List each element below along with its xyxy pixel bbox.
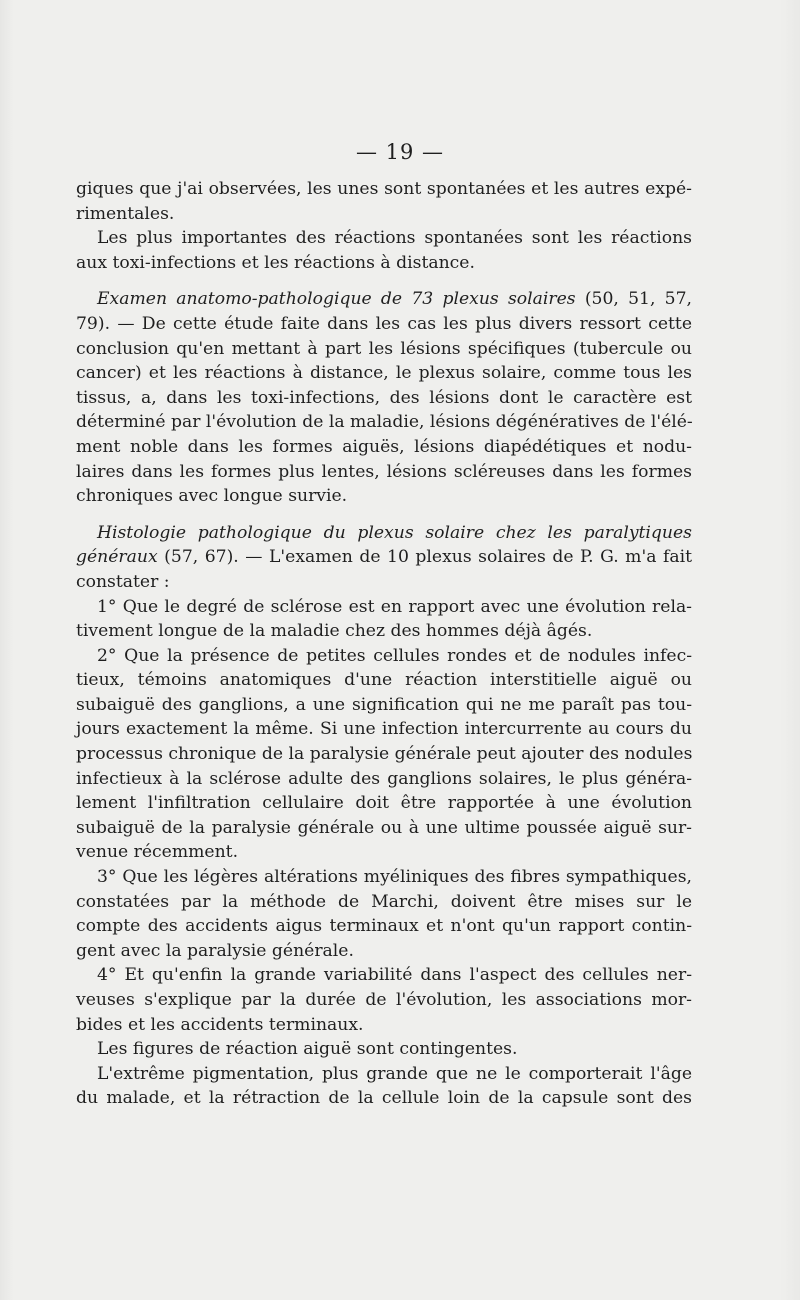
body-text: [76, 177, 692, 1111]
text-line: 4° Et qu'enfin la grande variabilité dans l'aspect des cellules ner-: [97, 965, 692, 986]
text-line: infectieux à la sclérose adulte des ganglions solaires, le plus généra-: [76, 768, 692, 789]
numbered-point: [76, 963, 692, 1037]
text-line: chroniques avec longue survie.: [76, 486, 348, 507]
text-line: subaiguë de la paralysie générale ou à une ultime poussée aiguë sur-: [76, 817, 692, 838]
text-line: giques que j'ai observées, les unes sont spontanées et les autres expé-: [76, 179, 692, 199]
text-line: bides et les accidents terminaux.: [76, 1014, 364, 1035]
text-line: gent avec la paralysie générale.: [76, 940, 354, 961]
text-line: ment noble dans les formes aiguës, lésions diapédétiques et nodu-: [76, 436, 692, 457]
text-line: laires dans les formes plus lentes, lésions scléreuses dans les formes: [76, 461, 692, 482]
text-line: jours exactement la même. Si une infection intercurrente au cours du: [76, 719, 692, 740]
text-line: lement l'infiltration cellulaire doit être rapportée à une évolution: [76, 793, 692, 814]
numbered-point: [76, 865, 692, 963]
numbered-point: [76, 595, 692, 644]
text-line: aux toxi-infections et les réactions à distance.: [76, 252, 475, 273]
text-line: déterminé par l'évolution de la maladie, lésions dégénératives de l'élé-: [76, 412, 693, 433]
text-line: processus chronique de la paralysie générale peut ajouter des nodules: [76, 744, 693, 765]
text-line: tieux, témoins anatomiques d'une réaction interstitielle aiguë ou: [76, 670, 692, 691]
text-line: subaiguë des ganglions, a une signification qui ne me paraît pas tou-: [76, 694, 692, 715]
text-line: 79). — De cette étude faite dans les cas les plus divers ressort cette: [76, 313, 692, 334]
text-line: venue récemment.: [76, 842, 239, 863]
text-line: cancer) et les réactions à distance, le plexus solaire, comme tous les: [76, 363, 692, 384]
section-heading: généraux: [76, 547, 158, 568]
text-line: L'extrême pigmentation, plus grande que ne le comporterait l'âge: [97, 1063, 692, 1084]
section-anatomo-pathologique: [76, 287, 692, 508]
text-line: tissus, a, dans les toxi-infections, des lésions dont le caractère est: [76, 387, 692, 408]
text-line: [76, 521, 692, 546]
text-line: Les figures de réaction aiguë sont contingentes.: [97, 1039, 518, 1060]
numbered-point: [76, 644, 692, 865]
section-histologie-pathologique: [76, 521, 692, 595]
text-line: 2° Que la présence de petites cellules rondes et de nodules infec-: [97, 645, 692, 666]
text-fragment: (57, 67). — L'examen de 10 plexus solaires de P. G. m'a fait: [164, 547, 692, 568]
text-line: tivement longue de la maladie chez des hommes déjà âgés.: [76, 621, 593, 642]
paragraph: [76, 1037, 692, 1062]
paragraph: [76, 1062, 692, 1111]
text-line: [76, 287, 692, 312]
text-line: du malade, et la rétraction de la cellule loin de la capsule sont des: [76, 1088, 692, 1109]
text-fragment: (50, 51, 57,: [584, 289, 692, 310]
section-heading: Examen anatomo-pathologique de 73 plexus solaires: [97, 289, 576, 310]
text-line: 1° Que le degré de sclérose est en rapport avec une évolution rela-: [97, 596, 692, 617]
text-line: veuses s'explique par la durée de l'évolution, les associations mor-: [76, 990, 692, 1010]
text-line: 3° Que les légères altérations myéliniques des fibres sympathiques,: [97, 867, 692, 888]
text-line: constatées par la méthode de Marchi, doivent être mises sur le: [76, 891, 692, 912]
page-number: — 19 —: [355, 140, 445, 164]
paragraph: [76, 177, 692, 226]
text-line: [76, 545, 692, 570]
text-line: Les plus importantes des réactions spontanées sont les réactions: [97, 228, 692, 249]
text-line: constater :: [76, 571, 170, 592]
text-line: conclusion qu'en mettant à part les lésions spécifiques (tubercule ou: [76, 338, 692, 359]
text-line: rimentales.: [76, 203, 175, 224]
text-line: compte des accidents aigus terminaux et n'ont qu'un rapport contin-: [76, 916, 692, 937]
section-heading: Histologie pathologique du plexus solaire chez les paralytiques: [97, 522, 692, 543]
paragraph: [76, 226, 692, 275]
